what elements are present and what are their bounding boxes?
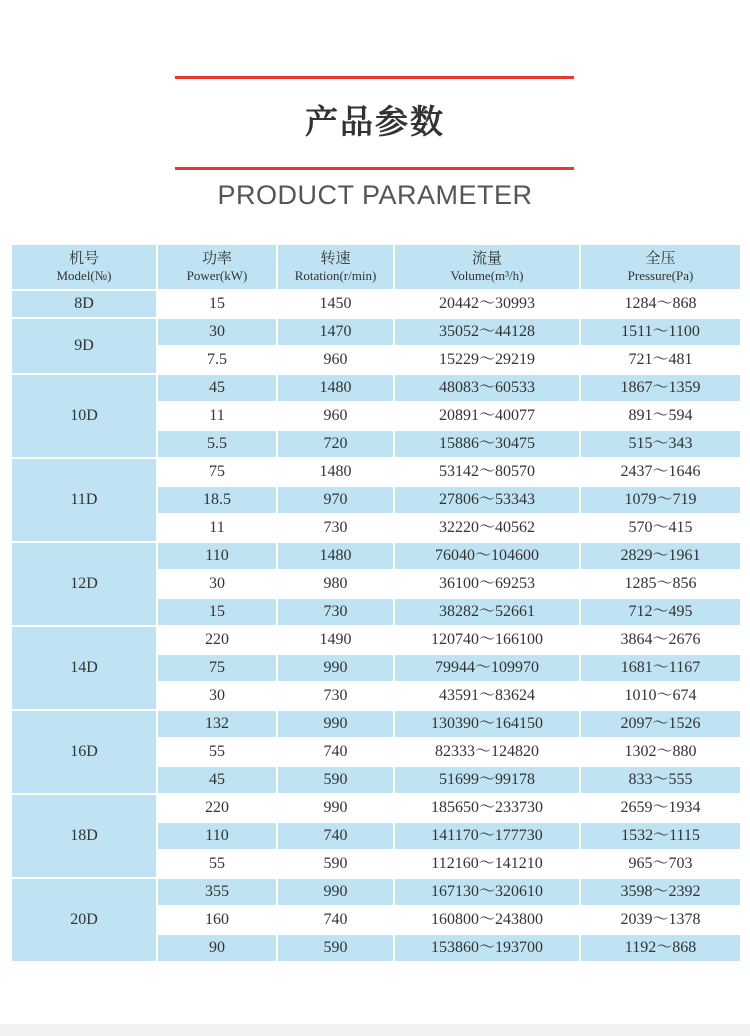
pressure-cell: 2097～1526 bbox=[580, 710, 741, 738]
pressure-cell: 2039～1378 bbox=[580, 906, 741, 934]
pressure-cell: 965～703 bbox=[580, 850, 741, 878]
volume-cell: 79944～109970 bbox=[394, 654, 580, 682]
header-volume bbox=[394, 244, 580, 290]
model-cell: 14D bbox=[11, 626, 157, 710]
table-row bbox=[11, 318, 741, 346]
rotation-cell: 960 bbox=[277, 346, 394, 374]
header-rotation bbox=[277, 244, 394, 290]
pressure-cell: 1285～856 bbox=[580, 570, 741, 598]
power-cell: 110 bbox=[157, 542, 277, 570]
power-cell: 160 bbox=[157, 906, 277, 934]
pressure-cell: 1010～674 bbox=[580, 682, 741, 710]
power-cell: 15 bbox=[157, 598, 277, 626]
bottom-strip bbox=[0, 1024, 750, 1036]
pressure-cell: 2437～1646 bbox=[580, 458, 741, 486]
table-row bbox=[11, 290, 741, 318]
parameter-table bbox=[10, 243, 742, 963]
rotation-cell: 1480 bbox=[277, 542, 394, 570]
model-cell: 10D bbox=[11, 374, 157, 458]
header-volume-en: Volume(m³/h) bbox=[450, 268, 524, 283]
pressure-cell: 891～594 bbox=[580, 402, 741, 430]
header-model-en: Model(№) bbox=[56, 268, 112, 283]
power-cell: 11 bbox=[157, 402, 277, 430]
header-rotation-cn: 转速 bbox=[320, 249, 351, 267]
page-title: 产品参数 bbox=[305, 102, 445, 141]
header-power bbox=[157, 244, 277, 290]
model-cell: 16D bbox=[11, 710, 157, 794]
rotation-cell: 1480 bbox=[277, 374, 394, 402]
pressure-cell: 2659～1934 bbox=[580, 794, 741, 822]
power-cell: 7.5 bbox=[157, 346, 277, 374]
pressure-cell: 1079～719 bbox=[580, 486, 741, 514]
volume-cell: 38282～52661 bbox=[394, 598, 580, 626]
pressure-cell: 1302～880 bbox=[580, 738, 741, 766]
power-cell: 45 bbox=[157, 766, 277, 794]
volume-cell: 15886～30475 bbox=[394, 430, 580, 458]
power-cell: 11 bbox=[157, 514, 277, 542]
header-rotation-en: Rotation(r/min) bbox=[294, 268, 377, 283]
power-cell: 220 bbox=[157, 794, 277, 822]
model-cell: 8D bbox=[11, 290, 157, 318]
rotation-cell: 1490 bbox=[277, 626, 394, 654]
power-cell: 75 bbox=[157, 654, 277, 682]
power-cell: 110 bbox=[157, 822, 277, 850]
power-cell: 30 bbox=[157, 570, 277, 598]
rotation-cell: 740 bbox=[277, 822, 394, 850]
power-cell: 90 bbox=[157, 934, 277, 962]
page-subtitle: PRODUCT PARAMETER bbox=[217, 180, 533, 210]
volume-cell: 43591～83624 bbox=[394, 682, 580, 710]
volume-cell: 35052～44128 bbox=[394, 318, 580, 346]
rotation-cell: 740 bbox=[277, 906, 394, 934]
rotation-cell: 730 bbox=[277, 514, 394, 542]
volume-cell: 20891～40077 bbox=[394, 402, 580, 430]
pressure-cell: 2829～1961 bbox=[580, 542, 741, 570]
power-cell: 30 bbox=[157, 318, 277, 346]
rotation-cell: 590 bbox=[277, 850, 394, 878]
pressure-cell: 515～343 bbox=[580, 430, 741, 458]
header-volume-cn: 流量 bbox=[471, 249, 502, 267]
model-cell: 9D bbox=[11, 318, 157, 374]
table-row bbox=[11, 458, 741, 486]
pressure-cell: 712～495 bbox=[580, 598, 741, 626]
header-pressure-en: Pressure(Pa) bbox=[627, 268, 694, 283]
power-cell: 220 bbox=[157, 626, 277, 654]
rotation-cell: 720 bbox=[277, 430, 394, 458]
volume-cell: 112160～141210 bbox=[394, 850, 580, 878]
rotation-cell: 730 bbox=[277, 598, 394, 626]
rotation-cell: 740 bbox=[277, 738, 394, 766]
power-cell: 15 bbox=[157, 290, 277, 318]
rotation-cell: 1450 bbox=[277, 290, 394, 318]
pressure-cell: 1681～1167 bbox=[580, 654, 741, 682]
table-row bbox=[11, 626, 741, 654]
rotation-cell: 590 bbox=[277, 934, 394, 962]
header-model bbox=[11, 244, 157, 290]
volume-cell: 141170～177730 bbox=[394, 822, 580, 850]
rotation-cell: 970 bbox=[277, 486, 394, 514]
pressure-cell: 1192～868 bbox=[580, 934, 741, 962]
model-cell: 12D bbox=[11, 542, 157, 626]
table-row bbox=[11, 878, 741, 906]
pressure-cell: 721～481 bbox=[580, 346, 741, 374]
volume-cell: 167130～320610 bbox=[394, 878, 580, 906]
power-cell: 30 bbox=[157, 682, 277, 710]
header-pressure-cn: 全压 bbox=[645, 249, 676, 267]
pressure-cell: 3598～2392 bbox=[580, 878, 741, 906]
pressure-cell: 1867～1359 bbox=[580, 374, 741, 402]
volume-cell: 160800～243800 bbox=[394, 906, 580, 934]
power-cell: 55 bbox=[157, 738, 277, 766]
power-cell: 5.5 bbox=[157, 430, 277, 458]
volume-cell: 53142～80570 bbox=[394, 458, 580, 486]
volume-cell: 185650～233730 bbox=[394, 794, 580, 822]
rotation-cell: 1470 bbox=[277, 318, 394, 346]
model-cell: 18D bbox=[11, 794, 157, 878]
rotation-cell: 730 bbox=[277, 682, 394, 710]
title-divider-bottom bbox=[175, 167, 574, 170]
pressure-cell: 3864～2676 bbox=[580, 626, 741, 654]
rotation-cell: 990 bbox=[277, 710, 394, 738]
rotation-cell: 990 bbox=[277, 878, 394, 906]
rotation-cell: 980 bbox=[277, 570, 394, 598]
rotation-cell: 1480 bbox=[277, 458, 394, 486]
table-row bbox=[11, 542, 741, 570]
power-cell: 355 bbox=[157, 878, 277, 906]
header-power-cn: 功率 bbox=[201, 249, 232, 267]
rotation-cell: 960 bbox=[277, 402, 394, 430]
pressure-cell: 1284～868 bbox=[580, 290, 741, 318]
volume-cell: 27806～53343 bbox=[394, 486, 580, 514]
table-header-row bbox=[11, 244, 741, 290]
volume-cell: 32220～40562 bbox=[394, 514, 580, 542]
header-power-en: Power(kW) bbox=[186, 268, 248, 283]
pressure-cell: 570～415 bbox=[580, 514, 741, 542]
model-cell: 20D bbox=[11, 878, 157, 962]
volume-cell: 130390～164150 bbox=[394, 710, 580, 738]
table-row bbox=[11, 374, 741, 402]
table-body bbox=[11, 290, 741, 962]
power-cell: 55 bbox=[157, 850, 277, 878]
rotation-cell: 990 bbox=[277, 654, 394, 682]
rotation-cell: 590 bbox=[277, 766, 394, 794]
power-cell: 45 bbox=[157, 374, 277, 402]
volume-cell: 82333～124820 bbox=[394, 738, 580, 766]
power-cell: 132 bbox=[157, 710, 277, 738]
model-cell: 11D bbox=[11, 458, 157, 542]
pressure-cell: 833～555 bbox=[580, 766, 741, 794]
rotation-cell: 990 bbox=[277, 794, 394, 822]
title-divider-top bbox=[175, 76, 574, 79]
volume-cell: 36100～69253 bbox=[394, 570, 580, 598]
power-cell: 75 bbox=[157, 458, 277, 486]
volume-cell: 51699～99178 bbox=[394, 766, 580, 794]
header-pressure bbox=[580, 244, 741, 290]
volume-cell: 153860～193700 bbox=[394, 934, 580, 962]
volume-cell: 48083～60533 bbox=[394, 374, 580, 402]
header-model-cn: 机号 bbox=[68, 249, 99, 267]
pressure-cell: 1511～1100 bbox=[580, 318, 741, 346]
table-row bbox=[11, 794, 741, 822]
volume-cell: 15229～29219 bbox=[394, 346, 580, 374]
volume-cell: 76040～104600 bbox=[394, 542, 580, 570]
power-cell: 18.5 bbox=[157, 486, 277, 514]
volume-cell: 20442～30993 bbox=[394, 290, 580, 318]
volume-cell: 120740～166100 bbox=[394, 626, 580, 654]
table-row bbox=[11, 710, 741, 738]
pressure-cell: 1532～1115 bbox=[580, 822, 741, 850]
